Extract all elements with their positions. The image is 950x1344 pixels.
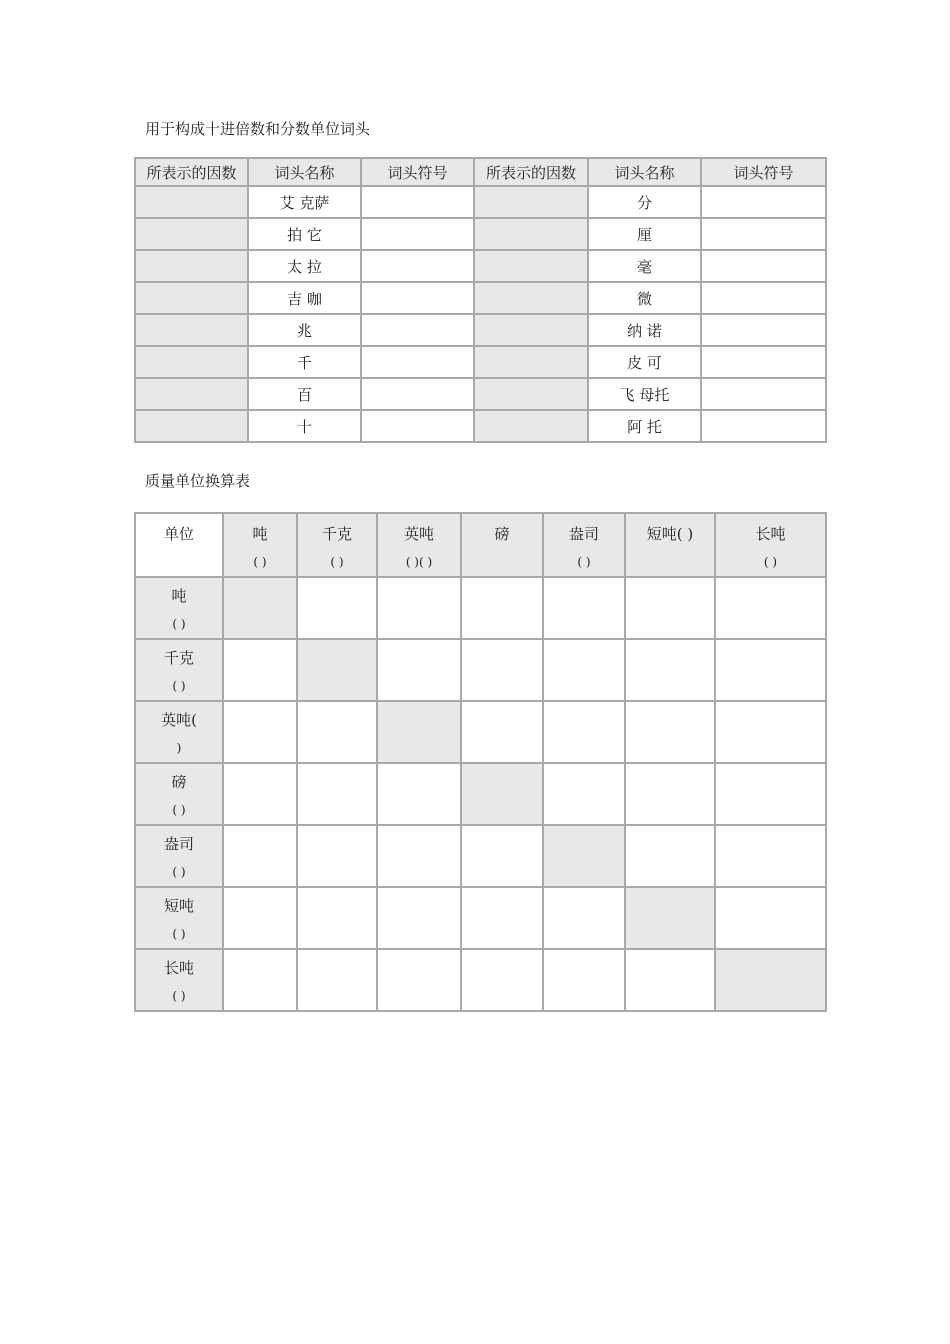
unit-label: 吨 (252, 525, 268, 543)
mass-row-header (135, 887, 223, 949)
conversion-cell (715, 701, 826, 763)
unit-symbol-blank: ( ) (172, 927, 186, 941)
mass-row (135, 825, 826, 887)
conversion-cell (625, 701, 715, 763)
unit-label: 盎司 (568, 525, 599, 543)
diagonal-cell (543, 825, 625, 887)
factor-cell (474, 314, 588, 346)
prefix-symbol-cell (361, 378, 474, 410)
unit-label: 磅 (494, 525, 510, 543)
conversion-cell (297, 577, 377, 639)
unit-label: 磅 (171, 773, 187, 791)
prefix-symbol-cell (701, 282, 826, 314)
prefix-symbol-cell (361, 346, 474, 378)
factor-cell (135, 250, 248, 282)
unit-label: 吨 (171, 587, 187, 605)
header-factor: 所表示的因数 (474, 158, 588, 186)
prefix-symbol-cell (701, 314, 826, 346)
mass-row-header (135, 639, 223, 701)
mass-row-header (135, 701, 223, 763)
prefix-name-cell: 吉 咖 (248, 282, 361, 314)
conversion-cell (461, 577, 543, 639)
mass-row-header (135, 763, 223, 825)
conversion-cell (461, 887, 543, 949)
unit-label: 千克 (321, 525, 352, 543)
unit-symbol-blank: ( ) (172, 865, 186, 879)
conversion-cell (223, 825, 297, 887)
conversion-cell (377, 763, 461, 825)
unit-symbol-blank: ( ) (172, 989, 186, 1003)
corner-cell: 单位 (135, 513, 223, 577)
mass-row (135, 887, 826, 949)
mass-column-header (543, 513, 625, 577)
prefix-symbol-cell (701, 218, 826, 250)
unit-symbol-blank: ) (176, 741, 182, 755)
unit-symbol-blank: ( ) (172, 679, 186, 693)
unit-label: 盎司 (163, 835, 194, 853)
factor-cell (135, 410, 248, 442)
header-prefix-symbol: 词头符号 (701, 158, 826, 186)
prefix-name-cell: 兆 (248, 314, 361, 346)
diagonal-cell (461, 763, 543, 825)
conversion-cell (543, 763, 625, 825)
conversion-cell (461, 825, 543, 887)
prefix-symbol-cell (701, 378, 826, 410)
prefix-name-cell: 十 (248, 410, 361, 442)
conversion-cell (223, 639, 297, 701)
conversion-cell (377, 577, 461, 639)
mass-row-header (135, 825, 223, 887)
prefix-symbol-cell (701, 250, 826, 282)
prefix-name-cell: 分 (588, 186, 701, 218)
prefix-name-cell: 艾 克萨 (248, 186, 361, 218)
conversion-cell (715, 639, 826, 701)
conversion-cell (715, 887, 826, 949)
conversion-cell (297, 825, 377, 887)
mass-row-header (135, 949, 223, 1011)
unit-symbol-blank: ( )( ) (405, 555, 433, 569)
conversion-cell (461, 949, 543, 1011)
prefix-row (135, 250, 826, 282)
conversion-cell (461, 701, 543, 763)
prefix-name-cell: 太 拉 (248, 250, 361, 282)
diagonal-cell (377, 701, 461, 763)
prefix-name-cell: 微 (588, 282, 701, 314)
conversion-cell (543, 949, 625, 1011)
diagonal-cell (625, 887, 715, 949)
mass-column-header (377, 513, 461, 577)
conversion-cell (223, 701, 297, 763)
conversion-cell (223, 949, 297, 1011)
prefix-symbol-cell (361, 250, 474, 282)
factor-cell (135, 218, 248, 250)
conversion-cell (625, 577, 715, 639)
prefix-symbol-cell (361, 282, 474, 314)
mass-conversion-table (134, 512, 827, 1012)
conversion-cell (715, 825, 826, 887)
conversion-cell (543, 577, 625, 639)
prefix-name-cell: 拍 它 (248, 218, 361, 250)
prefix-name-cell: 阿 托 (588, 410, 701, 442)
factor-cell (474, 282, 588, 314)
conversion-cell (625, 639, 715, 701)
prefix-name-cell: 飞 母托 (588, 378, 701, 410)
factor-cell (135, 314, 248, 346)
unit-label: 短吨( ) (646, 525, 694, 543)
prefix-row (135, 378, 826, 410)
unit-symbol-blank: ( ) (253, 555, 267, 569)
mass-row (135, 577, 826, 639)
unit-label: 英吨( (161, 711, 197, 729)
unit-label: 千克 (163, 649, 194, 667)
mass-column-header (715, 513, 826, 577)
unit-symbol-blank: ( ) (330, 555, 344, 569)
header-prefix-name: 词头名称 (248, 158, 361, 186)
prefix-symbol-cell (701, 410, 826, 442)
prefix-name-cell: 皮 可 (588, 346, 701, 378)
mass-row (135, 763, 826, 825)
mass-column-header (223, 513, 297, 577)
factor-cell (474, 250, 588, 282)
unit-label: 长吨 (163, 959, 194, 977)
mass-table-title: 质量单位换算表 (145, 472, 251, 490)
prefix-name-cell: 毫 (588, 250, 701, 282)
mass-column-header (297, 513, 377, 577)
conversion-cell (543, 639, 625, 701)
mass-row-header (135, 577, 223, 639)
conversion-cell (223, 763, 297, 825)
conversion-cell (461, 639, 543, 701)
prefix-row (135, 314, 826, 346)
mass-header-row (135, 513, 826, 577)
prefix-row (135, 218, 826, 250)
unit-label: 短吨 (163, 897, 194, 915)
conversion-cell (715, 577, 826, 639)
conversion-cell (377, 825, 461, 887)
mass-column-header (625, 513, 715, 577)
unit-symbol-blank: ( ) (172, 617, 186, 631)
factor-cell (474, 346, 588, 378)
prefix-symbol-cell (701, 346, 826, 378)
prefix-symbol-cell (701, 186, 826, 218)
conversion-cell (297, 701, 377, 763)
diagonal-cell (297, 639, 377, 701)
conversion-cell (625, 825, 715, 887)
mass-row (135, 701, 826, 763)
conversion-cell (297, 949, 377, 1011)
mass-column-header (461, 513, 543, 577)
factor-cell (474, 378, 588, 410)
prefix-table-title: 用于构成十进倍数和分数单位词头 (145, 120, 371, 138)
factor-cell (135, 346, 248, 378)
mass-row (135, 639, 826, 701)
conversion-cell (543, 887, 625, 949)
conversion-cell (377, 639, 461, 701)
prefix-table (134, 157, 827, 443)
conversion-cell (223, 887, 297, 949)
prefix-row (135, 186, 826, 218)
conversion-cell (543, 701, 625, 763)
unit-label: 英吨 (403, 525, 434, 543)
unit-label: 长吨 (755, 525, 786, 543)
prefix-row (135, 410, 826, 442)
prefix-header-row (135, 158, 826, 186)
prefix-symbol-cell (361, 314, 474, 346)
prefix-name-cell: 百 (248, 378, 361, 410)
diagonal-cell (223, 577, 297, 639)
prefix-name-cell: 纳 诺 (588, 314, 701, 346)
factor-cell (474, 218, 588, 250)
factor-cell (135, 282, 248, 314)
header-prefix-name: 词头名称 (588, 158, 701, 186)
conversion-cell (625, 763, 715, 825)
factor-cell (474, 410, 588, 442)
prefix-name-cell: 千 (248, 346, 361, 378)
unit-symbol-blank: ( ) (577, 555, 591, 569)
prefix-symbol-cell (361, 218, 474, 250)
unit-symbol-blank: ( ) (172, 803, 186, 817)
prefix-name-cell: 厘 (588, 218, 701, 250)
prefix-symbol-cell (361, 186, 474, 218)
conversion-cell (377, 887, 461, 949)
diagonal-cell (715, 949, 826, 1011)
header-prefix-symbol: 词头符号 (361, 158, 474, 186)
factor-cell (135, 186, 248, 218)
unit-symbol-blank: ( ) (763, 555, 778, 569)
factor-cell (135, 378, 248, 410)
factor-cell (474, 186, 588, 218)
conversion-cell (377, 949, 461, 1011)
conversion-cell (297, 763, 377, 825)
prefix-symbol-cell (361, 410, 474, 442)
prefix-row (135, 282, 826, 314)
conversion-cell (715, 763, 826, 825)
conversion-cell (625, 949, 715, 1011)
prefix-row (135, 346, 826, 378)
mass-row (135, 949, 826, 1011)
header-factor: 所表示的因数 (135, 158, 248, 186)
conversion-cell (297, 887, 377, 949)
